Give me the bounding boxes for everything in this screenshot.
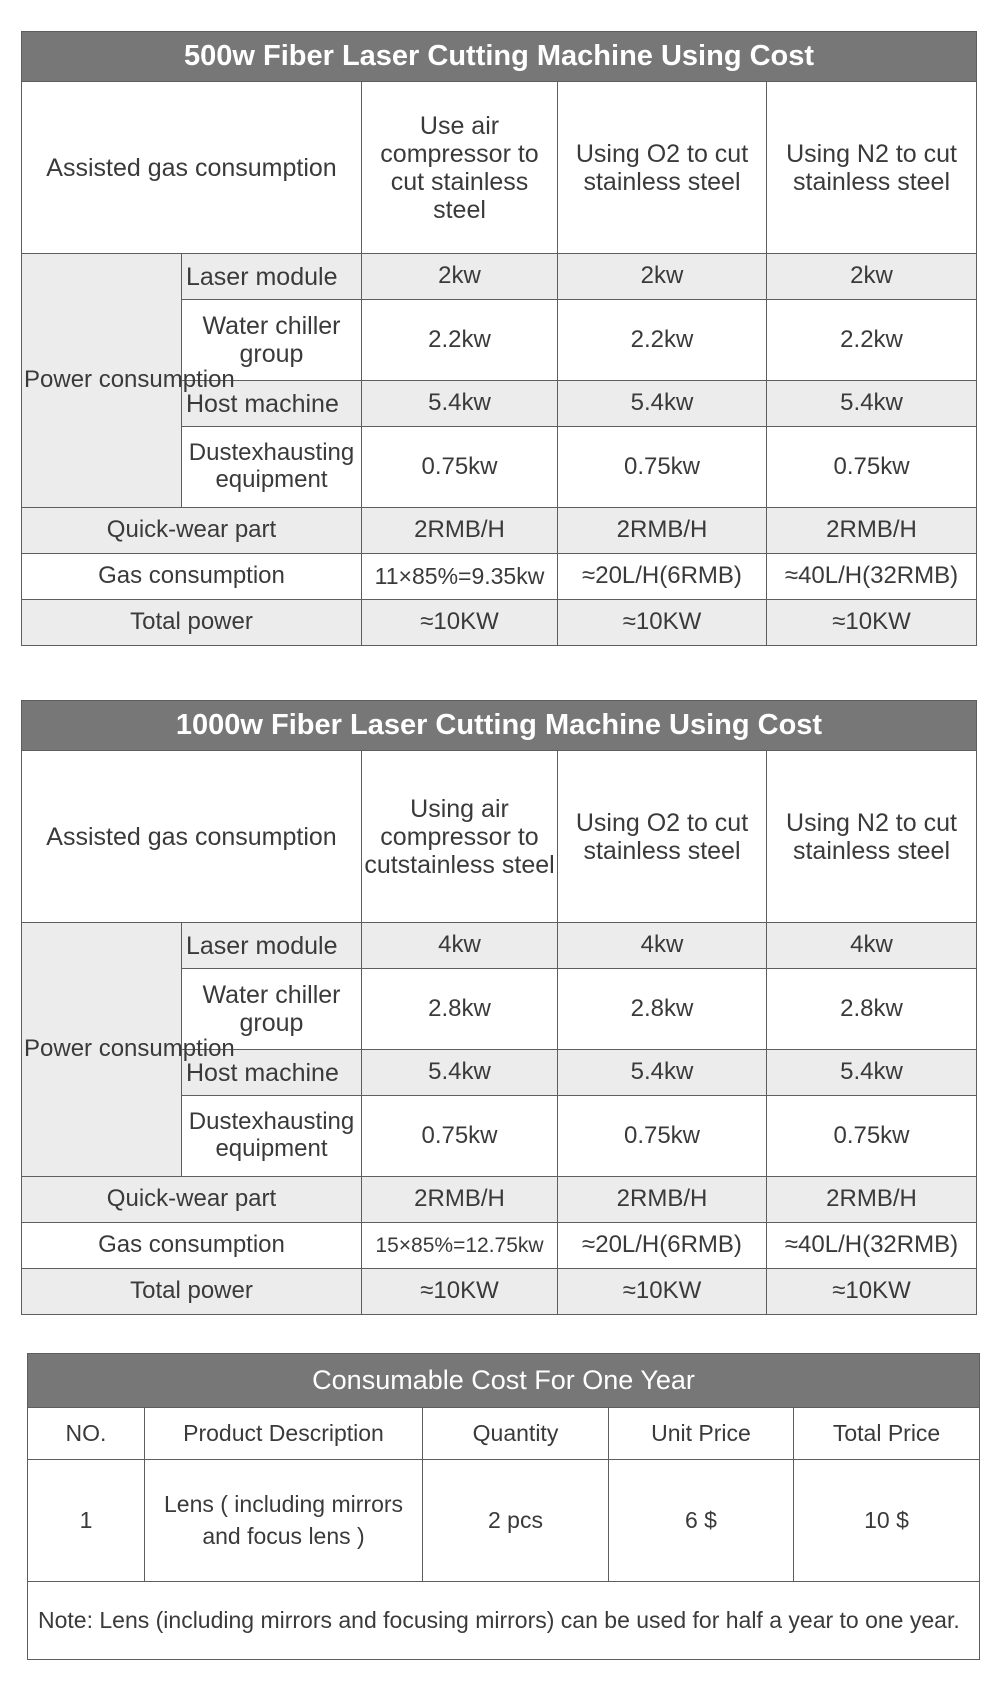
table-cell: 2kw: [767, 254, 977, 300]
row-label-total-power: Total power: [22, 1269, 362, 1315]
table-title-500w: 500w Fiber Laser Cutting Machine Using Cost: [22, 32, 977, 82]
table-cell: 2RMB/H: [558, 1177, 767, 1223]
table-cell: 5.4kw: [558, 1050, 767, 1096]
table-cell: 0.75kw: [362, 1096, 558, 1177]
row-label-gas-consumption: Gas consumption: [22, 1223, 362, 1269]
table-cell: 2RMB/H: [362, 1177, 558, 1223]
table-cell: ≈10KW: [558, 1269, 767, 1315]
table-cell: ≈10KW: [558, 600, 767, 646]
table-cell: 0.75kw: [558, 1096, 767, 1177]
row-label-dust-exhausting: Dustexhausting equipment: [182, 427, 362, 508]
table-cell: 4kw: [767, 923, 977, 969]
table-cell: ≈10KW: [362, 600, 558, 646]
cost-table-500w: [21, 31, 977, 646]
cell-no: 1: [28, 1460, 145, 1582]
column-header-o2: Using O2 to cut stainless steel: [558, 751, 767, 923]
cell-unit-price: 6 $: [609, 1460, 794, 1582]
table-cell: 2RMB/H: [767, 1177, 977, 1223]
row-label-gas-consumption: Gas consumption: [22, 554, 362, 600]
row-label-water-chiller: Water chiller group: [182, 300, 362, 381]
table-cell: 2RMB/H: [558, 508, 767, 554]
corner-label: Assisted gas consumption: [22, 82, 362, 254]
table-cell: 5.4kw: [767, 381, 977, 427]
power-consumption-label: Power consumption: [22, 254, 182, 508]
table-cell: 2.8kw: [362, 969, 558, 1050]
row-label-host-machine: Host machine: [182, 381, 362, 427]
cell-quantity: 2 pcs: [423, 1460, 609, 1582]
row-label-water-chiller: Water chiller group: [182, 969, 362, 1050]
table-cell: ≈10KW: [767, 1269, 977, 1315]
table-cell: ≈10KW: [362, 1269, 558, 1315]
column-header-n2: Using N2 to cut stainless steel: [767, 751, 977, 923]
table-cell: 11×85%=9.35kw: [362, 554, 558, 600]
table-cell: 2.2kw: [362, 300, 558, 381]
row-label-dust-exhausting: Dustexhausting equipment: [182, 1096, 362, 1177]
row-label-quick-wear: Quick-wear part: [22, 508, 362, 554]
row-label-quick-wear: Quick-wear part: [22, 1177, 362, 1223]
table-cell: 2.8kw: [767, 969, 977, 1050]
consumables-title: Consumable Cost For One Year: [28, 1354, 980, 1408]
column-header-air: Use air compressor to cut stainless steel: [362, 82, 558, 254]
table-cell: 5.4kw: [767, 1050, 977, 1096]
power-consumption-label: Power consumption: [22, 923, 182, 1177]
corner-label: Assisted gas consumption: [22, 751, 362, 923]
table-cell: ≈10KW: [767, 600, 977, 646]
table-cell: 2RMB/H: [362, 508, 558, 554]
table-cell: 2.2kw: [558, 300, 767, 381]
row-label-laser-module: Laser module: [182, 254, 362, 300]
table-row: [28, 1460, 980, 1582]
table-cell: ≈40L/H(32RMB): [767, 554, 977, 600]
table-cell: ≈20L/H(6RMB): [558, 1223, 767, 1269]
consumables-note: Note: Lens (including mirrors and focusing mirrors) can be used for half a year to one year.: [28, 1582, 980, 1660]
table-cell: ≈40L/H(32RMB): [767, 1223, 977, 1269]
header-total-price: Total Price: [794, 1408, 980, 1460]
table-cell: 4kw: [362, 923, 558, 969]
cell-description: Lens ( including mirrors and focus lens ): [145, 1460, 423, 1582]
table-cell: 0.75kw: [362, 427, 558, 508]
table-cell: ≈20L/H(6RMB): [558, 554, 767, 600]
header-unit-price: Unit Price: [609, 1408, 794, 1460]
header-quantity: Quantity: [423, 1408, 609, 1460]
table-cell: 5.4kw: [362, 381, 558, 427]
row-label-laser-module: Laser module: [182, 923, 362, 969]
cell-total-price: 10 $: [794, 1460, 980, 1582]
table-cell: 0.75kw: [558, 427, 767, 508]
table-cell: 2kw: [362, 254, 558, 300]
header-product-description: Product Description: [145, 1408, 423, 1460]
table-cell: 5.4kw: [558, 381, 767, 427]
column-header-air: Using air compressor to cutstainless steel: [362, 751, 558, 923]
table-title-1000w: 1000w Fiber Laser Cutting Machine Using Cost: [22, 701, 977, 751]
column-header-n2: Using N2 to cut stainless steel: [767, 82, 977, 254]
table-cell: 0.75kw: [767, 1096, 977, 1177]
table-cell: 2.2kw: [767, 300, 977, 381]
header-no: NO.: [28, 1408, 145, 1460]
table-cell: 0.75kw: [767, 427, 977, 508]
cost-table-1000w: [21, 700, 977, 1315]
table-cell: 2.8kw: [558, 969, 767, 1050]
table-cell: 15×85%=12.75kw: [362, 1223, 558, 1269]
row-label-total-power: Total power: [22, 600, 362, 646]
column-header-o2: Using O2 to cut stainless steel: [558, 82, 767, 254]
table-cell: 2RMB/H: [767, 508, 977, 554]
table-cell: 4kw: [558, 923, 767, 969]
table-cell: 5.4kw: [362, 1050, 558, 1096]
table-cell: 2kw: [558, 254, 767, 300]
consumables-table: [27, 1353, 980, 1660]
row-label-host-machine: Host machine: [182, 1050, 362, 1096]
